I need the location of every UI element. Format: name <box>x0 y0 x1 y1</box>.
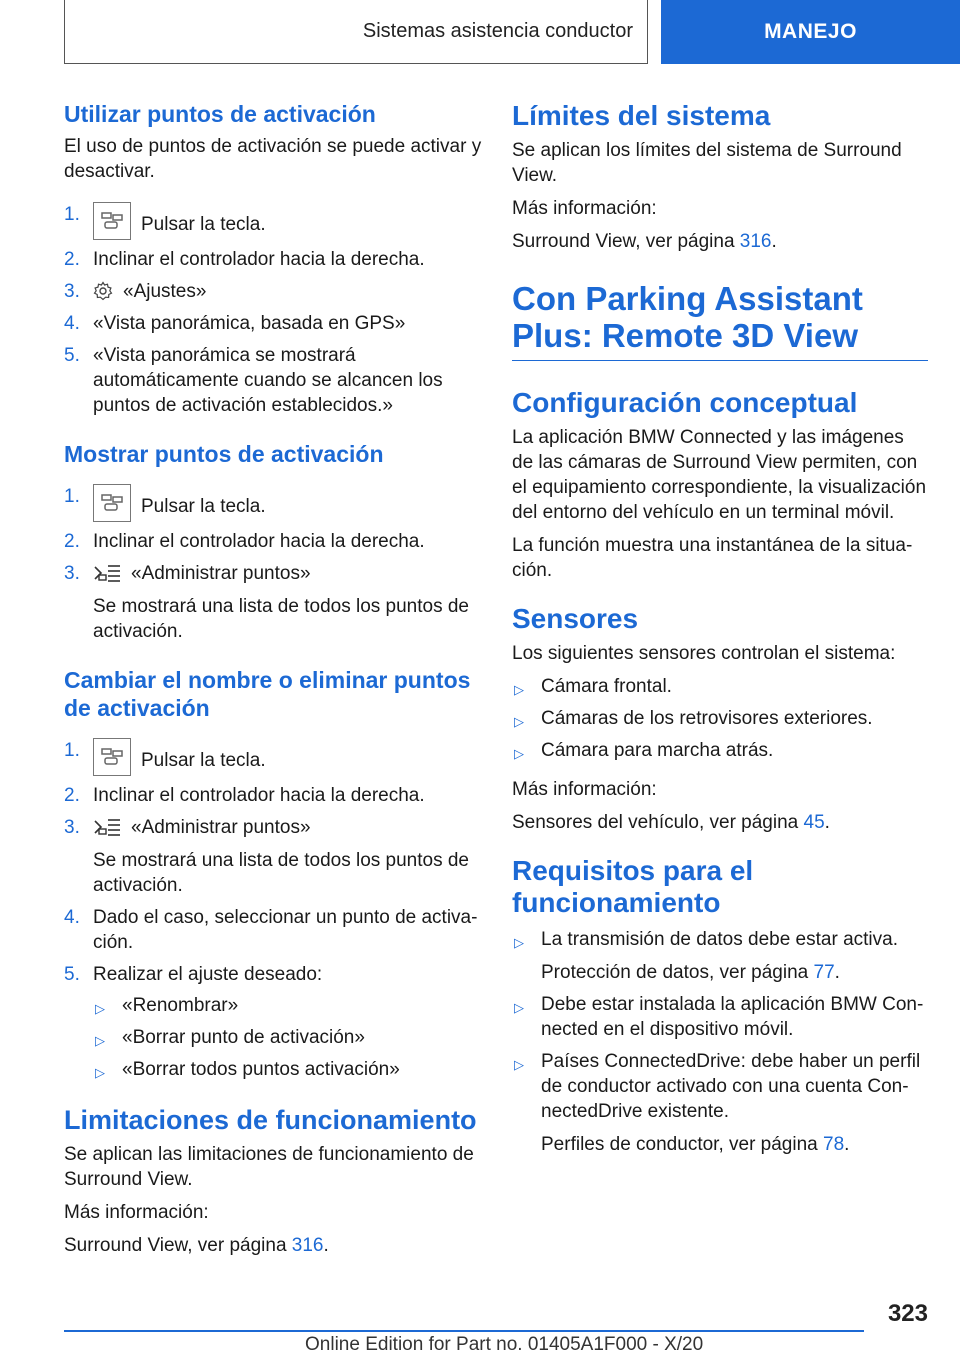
page-reference <box>512 229 928 254</box>
reference-text: Surround View, ver página <box>64 1235 292 1256</box>
page-link[interactable]: 316 <box>291 1235 324 1256</box>
header-section-title <box>64 0 648 64</box>
steps-list-rename <box>64 738 482 1082</box>
limitations-paragraph: Se aplican las limitaciones de funcionamiento de Surround View. <box>64 1144 474 1190</box>
page-reference <box>64 1233 482 1258</box>
page-link[interactable]: 45 <box>803 812 825 833</box>
step-number: 1. <box>64 486 80 507</box>
camera-view-icon <box>93 484 131 522</box>
camera-view-icon <box>93 738 131 776</box>
reference-end: . <box>824 812 830 833</box>
page-reference <box>512 810 928 835</box>
sensor-text: Cámara frontal. <box>541 676 672 697</box>
option-item <box>93 1025 482 1050</box>
step-item <box>64 561 482 644</box>
triangle-bullet-icon: ▷ <box>514 935 524 950</box>
step-text: Inclinar el controlador hacia la derecha. <box>93 249 425 270</box>
step-text: Pulsar la tecla. <box>141 214 266 235</box>
sensor-item <box>512 706 928 731</box>
function-paragraph: La función muestra una instantánea de la situa-ción. <box>512 535 913 581</box>
intro-paragraph: El uso de puntos de activación se puede activar y desactivar. <box>64 136 482 182</box>
step-text: «Vista panorámica, basada en GPS» <box>93 313 406 334</box>
more-info-label: Más información: <box>512 779 657 800</box>
option-text: «Borrar todos puntos activación» <box>122 1059 400 1080</box>
step-number: 2. <box>64 249 80 270</box>
header-chapter-tab[interactable] <box>661 0 960 64</box>
page-reference <box>541 960 928 985</box>
heading-function-requirements: Requisitos para el funcionamiento <box>512 855 754 918</box>
right-column <box>512 100 928 1171</box>
sensor-text: Cámaras de los retrovisores exteriores. <box>541 708 873 729</box>
step-number: 2. <box>64 531 80 552</box>
manage-points-icon <box>93 817 121 837</box>
sensors-list <box>512 674 928 763</box>
options-list <box>93 993 482 1082</box>
step-item <box>64 905 482 955</box>
reference-end: . <box>771 231 777 252</box>
sensor-item <box>512 674 928 699</box>
requirement-item <box>512 927 928 985</box>
step-item <box>64 783 482 808</box>
triangle-bullet-icon: ▷ <box>95 1065 105 1080</box>
requirement-item <box>512 1049 928 1157</box>
heading-system-limits: Límites del sistema <box>512 100 771 131</box>
triangle-bullet-icon: ▷ <box>95 1001 105 1016</box>
option-item <box>93 993 482 1018</box>
steps-list-use <box>64 202 482 418</box>
configuration-paragraph: La aplicación BMW Connected y las imágenes de las cámaras de Surround View permiten, con el equipamiento correspondiente, la visualización del entorno del vehículo en un terminal móvil. <box>512 427 927 523</box>
camera-view-icon <box>93 202 131 240</box>
step-item <box>64 343 482 418</box>
option-item <box>93 1057 482 1082</box>
chapter-heading-remote-3d-view: Con Parking Assistant Plus: Remote 3D View <box>512 280 928 361</box>
triangle-bullet-icon: ▷ <box>514 1057 524 1072</box>
requirement-item <box>512 992 928 1042</box>
edition-footer: Online Edition for Part no. 01405A1F000 - X/20 <box>305 1334 704 1355</box>
left-column <box>64 100 482 1266</box>
step-number: 3. <box>64 281 80 302</box>
page-link[interactable]: 316 <box>739 231 772 252</box>
step-text: Realizar el ajuste deseado: <box>93 964 323 985</box>
heading-show-activation-points: Mostrar puntos de activación <box>64 441 384 467</box>
triangle-bullet-icon: ▷ <box>514 1000 524 1015</box>
section-title-text: Sistemas asistencia conductor <box>362 20 633 42</box>
more-info-label: Más información: <box>64 1202 209 1223</box>
step-item <box>64 311 482 336</box>
step-item <box>64 962 482 1082</box>
step-number: 2. <box>64 785 80 806</box>
page-link[interactable]: 78 <box>823 1134 845 1155</box>
steps-list-show <box>64 484 482 644</box>
reference-text: Sensores del vehículo, ver página <box>512 812 804 833</box>
step-number: 1. <box>64 740 80 761</box>
reference-text: Protección de datos, ver página <box>541 962 814 983</box>
requirement-text: La transmisión de datos debe estar activa. <box>541 929 898 950</box>
option-text: «Renombrar» <box>122 995 239 1016</box>
step-item <box>64 279 482 304</box>
sensor-text: Cámara para marcha atrás. <box>541 740 774 761</box>
sensors-intro: Los siguientes sensores controlan el sistema: <box>512 643 896 664</box>
step-text: Inclinar el controlador hacia la derecha. <box>93 531 425 552</box>
page-link[interactable]: 77 <box>813 962 835 983</box>
reference-end: . <box>844 1134 850 1155</box>
step-number: 5. <box>64 345 80 366</box>
step-sub-text: Se mostrará una lista de todos los puntos de activación. <box>93 850 470 896</box>
step-text: «Vista panorámica se mostrará automáticamente cuando se alcancen los puntos de activación establecidos.» <box>93 345 443 416</box>
more-info-label: Más información: <box>512 198 657 219</box>
reference-end: . <box>323 1235 329 1256</box>
step-item <box>64 202 482 240</box>
requirement-text: Debe estar instalada la aplicación BMW Con-nected en el dispositivo móvil. <box>541 994 924 1040</box>
system-limits-paragraph: Se aplican los límites del sistema de Surround View. <box>512 140 902 186</box>
step-text: Dado el caso, seleccionar un punto de activa-ción. <box>93 907 478 953</box>
reference-text: Surround View, ver página <box>512 231 740 252</box>
step-text: «Ajustes» <box>123 281 207 302</box>
step-item <box>64 529 482 554</box>
step-item <box>64 815 482 898</box>
manage-points-icon <box>93 563 121 583</box>
step-text: Pulsar la tecla. <box>141 750 266 771</box>
step-text: «Administrar puntos» <box>131 817 311 838</box>
heading-conceptual-configuration: Configuración conceptual <box>512 387 858 418</box>
step-number: 3. <box>64 817 80 838</box>
reference-text: Perfiles de conductor, ver página <box>541 1134 824 1155</box>
triangle-bullet-icon: ▷ <box>95 1033 105 1048</box>
step-number: 3. <box>64 563 80 584</box>
step-number: 4. <box>64 313 80 334</box>
reference-end: . <box>834 962 840 983</box>
step-text: Pulsar la tecla. <box>141 496 266 517</box>
chapter-tab-label: MANEJO <box>764 20 857 43</box>
option-text: «Borrar punto de activación» <box>122 1027 365 1048</box>
step-number: 1. <box>64 204 80 225</box>
step-number: 5. <box>64 964 80 985</box>
heading-use-activation-points: Utilizar puntos de activación <box>64 101 376 127</box>
triangle-bullet-icon: ▷ <box>514 746 524 761</box>
step-item <box>64 738 482 776</box>
heading-rename-delete-points: Cambiar el nombre o eliminar puntos de activación <box>64 667 471 721</box>
step-sub-text: Se mostrará una lista de todos los puntos de activación. <box>93 596 470 642</box>
step-item <box>64 484 482 522</box>
triangle-bullet-icon: ▷ <box>514 682 524 697</box>
requirements-list <box>512 927 928 1157</box>
sensor-item <box>512 738 928 763</box>
step-text: «Administrar puntos» <box>131 563 311 584</box>
heading-function-limitations: Limitaciones de funcionamiento <box>64 1105 477 1135</box>
step-number: 4. <box>64 907 80 928</box>
step-text: Inclinar el controlador hacia la derecha. <box>93 785 425 806</box>
page-number: 323 <box>887 1300 928 1327</box>
step-item <box>64 247 482 272</box>
heading-sensors: Sensores <box>512 603 639 634</box>
gear-icon <box>93 281 113 301</box>
footer-divider <box>64 1330 864 1332</box>
triangle-bullet-icon: ▷ <box>514 714 524 729</box>
requirement-text: Países ConnectedDrive: debe haber un perfil de conductor activado con una cuenta Con-nectedDrive existente. <box>541 1051 921 1122</box>
page-reference <box>541 1132 928 1157</box>
